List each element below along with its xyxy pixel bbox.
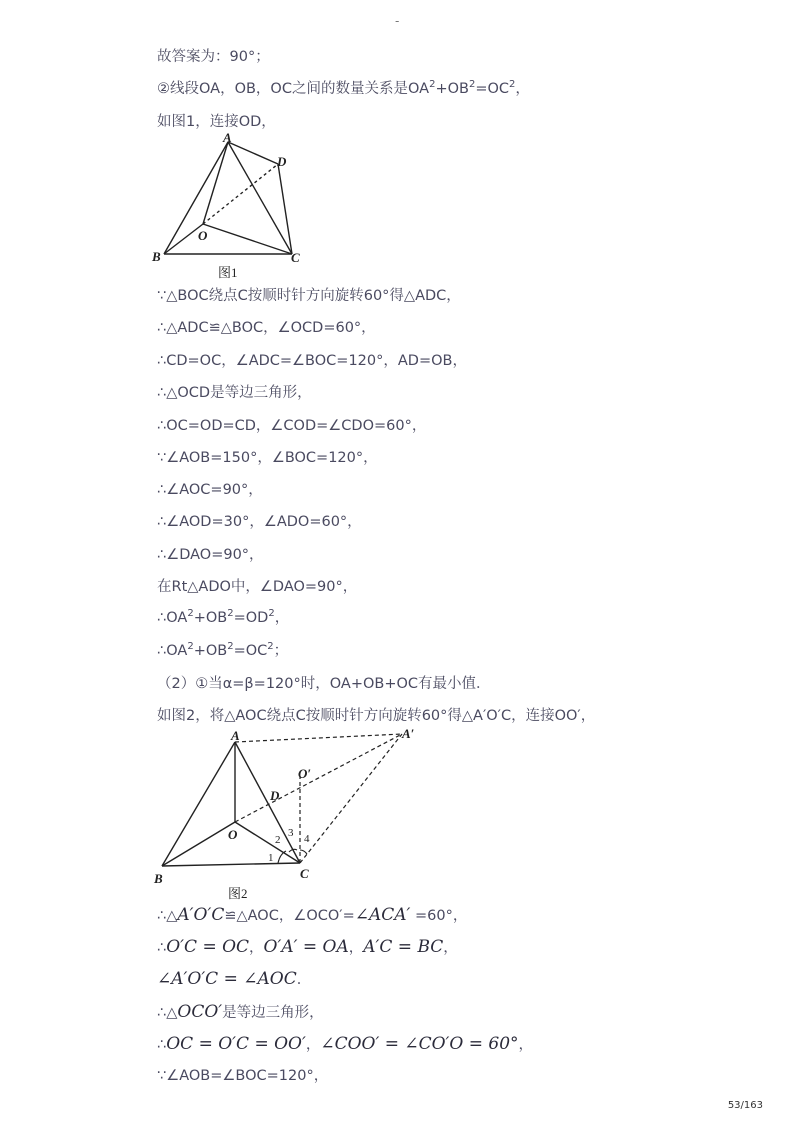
figure-2: [150, 726, 430, 904]
line-text: ∵△BOC绕点C按顺时针方向旋转60°得△ADC，: [157, 288, 461, 304]
line-text: ∴∠DAO=90°，: [157, 547, 264, 563]
point-label-c: C: [291, 250, 300, 265]
angle-arc-4: [300, 850, 307, 854]
text-line: [157, 706, 595, 726]
point-label-a: A: [223, 130, 232, 145]
angle-label-3: 3: [288, 827, 294, 839]
line-text: 如图1，连接OD，: [157, 114, 276, 130]
text-line: [157, 969, 311, 990]
point-label-a: A: [231, 728, 240, 743]
segment-ca2-dashed: [300, 734, 402, 863]
math-expression: OC = O′C = OO′: [166, 1034, 306, 1054]
segment-ad: [228, 142, 278, 164]
text-line: [157, 512, 362, 532]
superscript: 2: [187, 608, 194, 620]
line-text: =OD: [233, 610, 269, 626]
text-line: [157, 608, 289, 628]
text-line: [157, 286, 461, 306]
point-label-o-prime: O′: [298, 766, 312, 781]
segment-aa2-dashed: [235, 734, 402, 742]
line-text: ，: [249, 940, 264, 956]
line-text: 是等边三角形，: [222, 1005, 324, 1021]
superscript: 2: [468, 79, 476, 91]
segment-od-dashed: [203, 164, 278, 224]
line-text: +OB: [193, 610, 228, 626]
text-line: [157, 1066, 328, 1086]
angle-label-2: 2: [275, 834, 281, 846]
math-expression: A′O′C: [177, 905, 225, 925]
math-expression: A′C = BC: [363, 937, 444, 957]
figure-caption: 图2: [228, 886, 248, 901]
text-line: [157, 351, 467, 371]
text-line: [157, 318, 376, 338]
line-text: ∴OC=OD=CD，∠COD=∠CDO=60°，: [157, 418, 427, 434]
text-line: [157, 1034, 533, 1055]
line-text: ，: [518, 1037, 534, 1053]
line-text: ，: [274, 610, 290, 626]
line-text: +OB: [435, 81, 469, 97]
segment-ao: [203, 142, 228, 224]
math-expression: ∠ACA′: [354, 905, 411, 925]
segment-oc: [203, 224, 292, 254]
point-label-b: B: [152, 249, 161, 264]
line-text: ，: [305, 1037, 321, 1053]
line-text: ．: [296, 972, 312, 988]
math-expression: ∠A′O′C = ∠AOC: [157, 969, 297, 989]
text-line: [157, 383, 312, 403]
superscript: 2: [227, 608, 234, 620]
math-expression: O′C = OC: [166, 937, 250, 957]
text-line: [157, 577, 357, 597]
segment-bc: [162, 863, 300, 866]
line-text: =OC: [233, 643, 268, 659]
segment-bo: [162, 822, 235, 866]
header-dash: -: [395, 14, 400, 28]
line-text: ∴∠AOC=90°，: [157, 482, 263, 498]
angle-label-1: 1: [268, 852, 274, 864]
figure-caption: 图1: [218, 265, 238, 280]
segment-oa2-dashed: [235, 734, 402, 822]
line-text: =60°，: [410, 908, 468, 924]
line-text: 如图2，将△AOC绕点C按顺时针方向旋转60°得△A′O′C，连接OO′，: [157, 708, 596, 724]
line-text: ②线段OA，OB，OC之间的数量关系是OA: [157, 81, 430, 97]
text-line: [157, 480, 263, 500]
segment-ab: [164, 142, 228, 254]
math-expression: OCO′: [177, 1002, 223, 1022]
text-line: [157, 448, 378, 468]
text-line: [157, 112, 276, 132]
text-line: [157, 1002, 324, 1023]
line-text: ≌△AOC，∠OCO′=: [224, 908, 355, 924]
line-text: ∵∠AOB=∠BOC=120°，: [157, 1068, 329, 1084]
line-text: ∵∠AOB=150°，∠BOC=120°，: [157, 450, 378, 466]
point-label-d: D: [270, 788, 280, 803]
line-text: ∴△: [157, 908, 178, 924]
text-line: [157, 545, 264, 565]
point-label-a-prime: A′: [402, 726, 415, 741]
line-text: ∴OA: [157, 610, 188, 626]
figure-1: [150, 130, 310, 282]
text-line: [157, 905, 467, 926]
text-line: [157, 416, 426, 436]
point-label-o: O: [198, 228, 208, 243]
superscript: 2: [187, 641, 194, 653]
superscript: 2: [268, 608, 275, 620]
point-label-o: O: [228, 827, 238, 842]
text-line: [157, 937, 458, 958]
text-line: [157, 641, 288, 661]
point-label-b: B: [154, 871, 163, 886]
superscript: 2: [429, 79, 436, 91]
math-expression: ∠COO′ = ∠CO′O = 60°: [320, 1034, 519, 1054]
line-text: ，: [348, 940, 364, 956]
line-text: ；: [273, 643, 289, 659]
line-text: ∴△: [157, 1005, 178, 1021]
superscript: 2: [227, 641, 234, 653]
line-text: ∴: [157, 940, 167, 956]
line-text: ∴∠AOD=30°，∠ADO=60°，: [157, 514, 362, 530]
point-label-c: C: [300, 866, 309, 881]
angle-label-4: 4: [304, 833, 310, 845]
point-label-d: D: [277, 154, 287, 169]
line-text: ∴OA: [157, 643, 188, 659]
line-text: （2）①当α=β=120°时，OA+OB+OC有最小值．: [157, 676, 491, 692]
segment-ab: [162, 742, 235, 866]
text-line: [157, 674, 491, 694]
line-text: ∴△OCD是等边三角形，: [157, 385, 312, 401]
line-text: ，: [515, 81, 530, 97]
page-number: 53/163: [727, 1100, 763, 1111]
line-text: ，: [443, 940, 458, 956]
superscript: 2: [267, 641, 274, 653]
line-text: 故答案为：90°；: [157, 49, 270, 65]
line-text: +OB: [193, 643, 228, 659]
line-text: =OC: [475, 81, 510, 97]
text-line: [157, 47, 270, 67]
line-text: ∴△ADC≌△BOC，∠OCD=60°，: [157, 320, 376, 336]
superscript: 2: [509, 79, 516, 91]
segment-ac: [235, 742, 300, 863]
text-line: [157, 79, 530, 99]
math-expression: O′A′ = OA: [263, 937, 349, 957]
line-text: ∴: [157, 1037, 167, 1053]
line-text: ∴CD=OC，∠ADC=∠BOC=120°，AD=OB，: [157, 353, 467, 369]
line-text: 在Rt△ADO中，∠DAO=90°，: [157, 579, 358, 595]
